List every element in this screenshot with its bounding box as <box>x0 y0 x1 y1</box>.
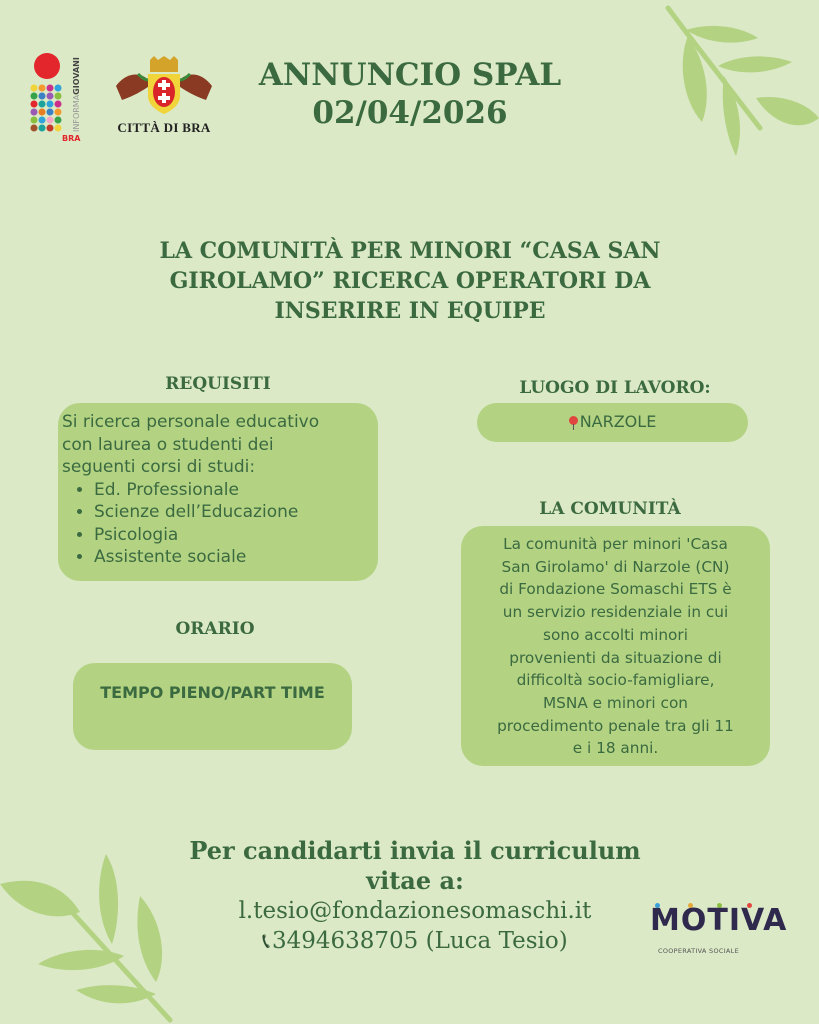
comunita-line: un servizio residenziale in cui <box>502 603 729 622</box>
email-link[interactable]: l.tesio@fondazionesomaschi.it <box>238 898 592 924</box>
page-title <box>210 56 610 132</box>
requisiti-item: • Ed. Professionale <box>94 479 374 502</box>
informagiovani-logo-text <box>72 52 84 132</box>
informagiovani-city: BRA <box>62 134 81 143</box>
requisiti-intro-line-3: seguenti corsi di studi: <box>62 457 256 477</box>
luogo-content <box>477 412 748 431</box>
motiva-name: MOTIVA <box>650 903 788 938</box>
cta-line-1: Per candidarti invia il curriculum <box>189 836 641 865</box>
informagiovani-prefix: INFORMA <box>72 94 81 132</box>
requisiti-item: • Scienze dell’Educazione <box>94 501 374 524</box>
phone-number: 3494638705 (Luca Tesio) <box>271 928 568 954</box>
comunita-line: difficoltà socio-famigliare, <box>516 671 715 690</box>
comunita-line: sono accolti minori <box>543 625 688 644</box>
citta-di-bra-logo <box>108 56 220 140</box>
comunita-line: La comunità per minori 'Casa <box>503 535 728 553</box>
headline-line-2: GIROLAMO” RICERCA OPERATORI DA <box>169 268 651 294</box>
map-pin-icon <box>569 416 578 425</box>
comunita-heading: LA COMUNITÀ <box>539 499 681 519</box>
comunita-line: San Girolamo' di Narzole (CN) <box>501 557 730 576</box>
requisiti-text <box>62 411 374 569</box>
luogo-value: NARZOLE <box>579 412 657 431</box>
requisiti-box <box>58 403 378 581</box>
phone-line[interactable] <box>150 926 680 957</box>
requisiti-intro-line-1: Si ricerca personale educativo <box>62 412 320 432</box>
orario-value: TEMPO PIENO/PART TIME <box>100 683 325 702</box>
headline-line-3: INSERIRE IN EQUIPE <box>274 298 546 324</box>
comunita-text <box>463 533 768 760</box>
headline-line-1: LA COMUNITÀ PER MINORI “CASA SAN <box>159 238 661 264</box>
contact-section <box>150 836 680 957</box>
orario-box <box>73 663 352 750</box>
motiva-logo <box>640 895 788 965</box>
motiva-subtitle: COOPERATIVA SOCIALE <box>658 947 739 955</box>
comunita-line: procedimento penale tra gli 11 <box>497 716 734 735</box>
comunita-box <box>461 526 770 766</box>
requisiti-item: • Assistente sociale <box>94 546 374 569</box>
orario-heading: ORARIO <box>175 619 255 639</box>
title-date: 02/04/2026 <box>312 95 508 131</box>
comunita-line: di Fondazione Somaschi ETS è <box>499 580 732 599</box>
requisiti-item: • Psicologia <box>94 524 374 547</box>
requisiti-heading: REQUISITI <box>165 374 271 394</box>
luogo-box <box>477 403 748 442</box>
comunita-line: MSNA e minori con <box>542 693 689 712</box>
title-line-1: ANNUNCIO SPAL <box>258 57 562 93</box>
coat-of-arms-icon <box>108 56 220 118</box>
phone-icon: 📞︎ <box>262 929 270 954</box>
informagiovani-name: GIOVANI <box>72 57 81 95</box>
requisiti-list <box>62 479 374 569</box>
luogo-heading: LUOGO DI LAVORO: <box>519 378 711 398</box>
citta-di-bra-label: CITTÀ DI BRA <box>117 120 211 135</box>
headline <box>120 236 700 326</box>
requisiti-intro-line-2: con laurea o studenti dei <box>62 434 274 455</box>
comunita-line: provenienti da situazione di <box>509 648 722 667</box>
informagiovani-logo <box>26 52 88 144</box>
cta-line-2: vitae a: <box>366 866 464 895</box>
comunita-line: e i 18 anni. <box>572 739 659 758</box>
leaf-branch-top-right <box>640 0 819 170</box>
